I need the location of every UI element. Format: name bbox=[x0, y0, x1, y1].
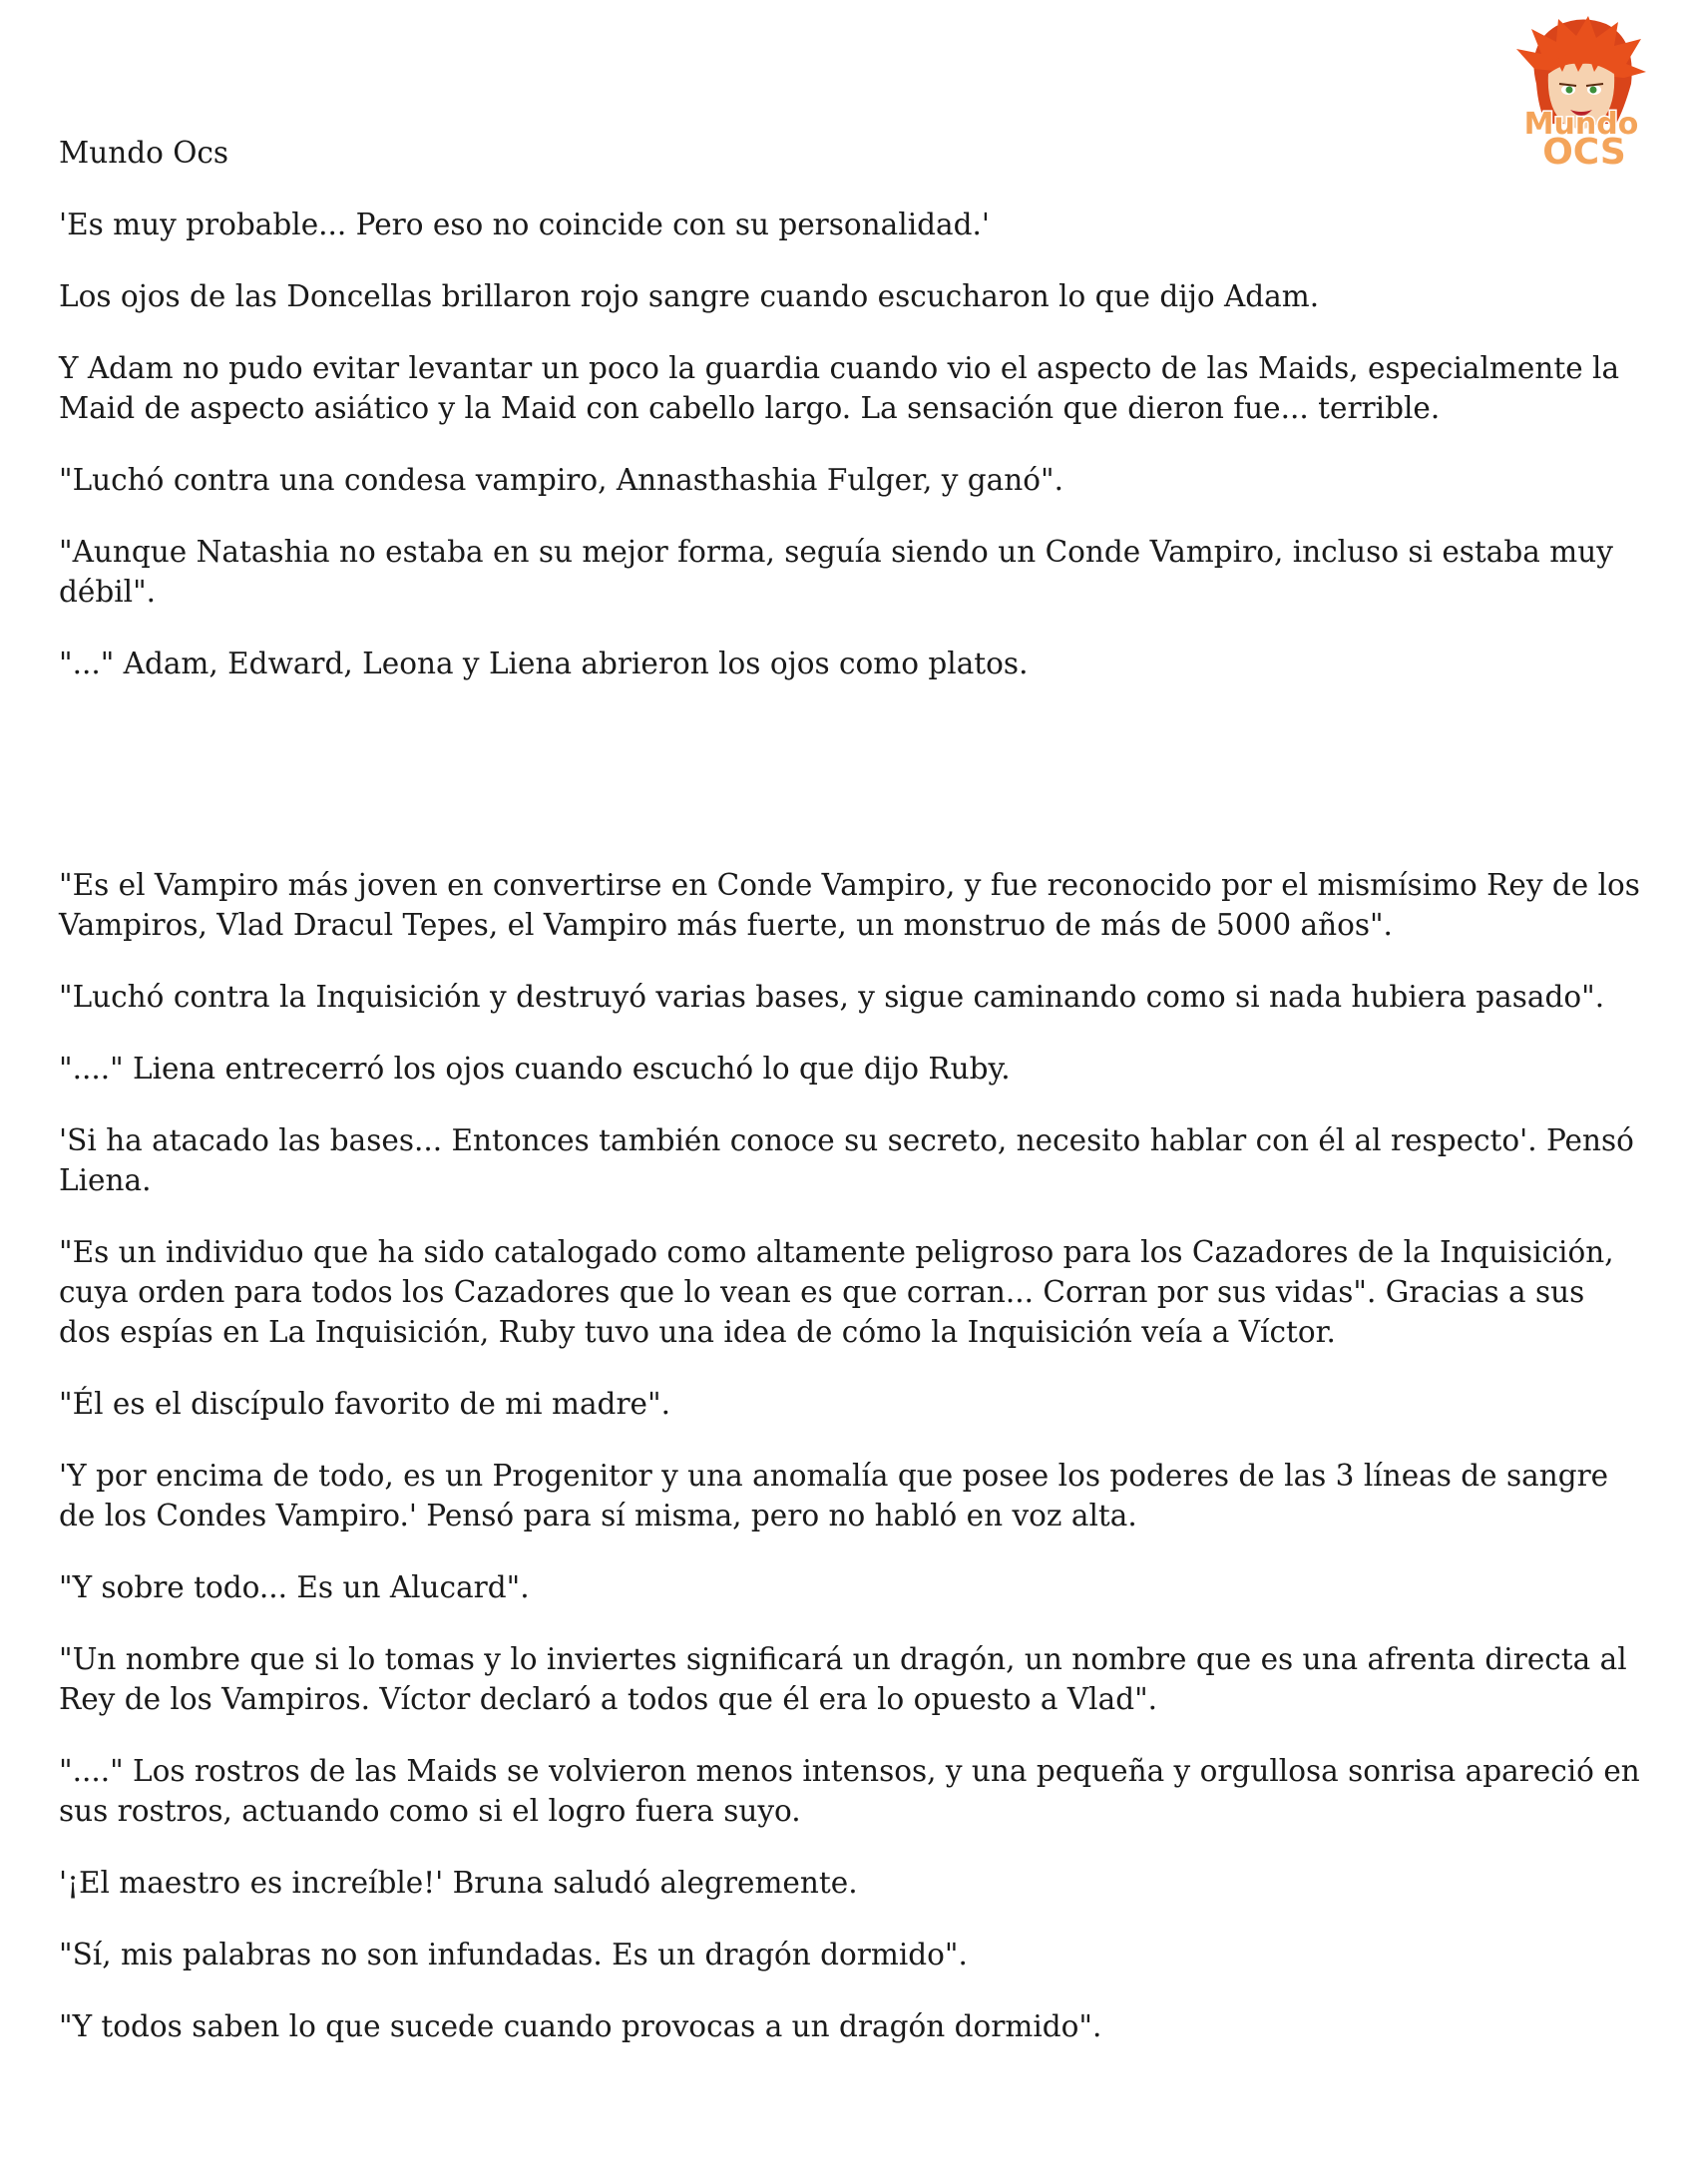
paragraph: "...." Liena entrecerró los ojos cuando escuchó lo que dijo Ruby. bbox=[59, 1052, 1011, 1086]
paragraph: "Un nombre que si lo tomas y lo inviertes significará un dragón, un nombre que es una afrenta directa al Rey de los Vampiros. Víctor declaró a todos que él era lo opuesto a Vlad". bbox=[59, 1642, 1627, 1716]
document-body bbox=[59, 133, 1645, 2078]
paragraph: "Sí, mis palabras no son infundadas. Es un dragón dormido". bbox=[59, 1938, 968, 1971]
paragraph: "...." Los rostros de las Maids se volvieron menos intensos, y una pequeña y orgullosa sonrisa apareció en sus rostros, actuando como si el logro fuera suyo. bbox=[59, 1754, 1640, 1828]
paragraph: "Luchó contra una condesa vampiro, Annasthashia Fulger, y ganó". bbox=[59, 463, 1063, 497]
paragraph: 'Y por encima de todo, es un Progenitor y una anomalía que posee los poderes de las 3 líneas de sangre de los Condes Vampiro.' Pensó para sí misma, pero no habló en voz alta. bbox=[59, 1459, 1609, 1532]
paragraph: Los ojos de las Doncellas brillaron rojo sangre cuando escucharon lo que dijo Adam. bbox=[59, 279, 1320, 313]
paragraph: 'Es muy probable... Pero eso no coincide con su personalidad.' bbox=[59, 208, 990, 241]
paragraph: Y Adam no pudo evitar levantar un poco la guardia cuando vio el aspecto de las Maids, especialmente la Maid de aspecto asiático y la Maid con cabello largo. La sensación que dieron fue... terrible. bbox=[59, 351, 1620, 425]
paragraph: "Él es el discípulo favorito de mi madre". bbox=[59, 1387, 670, 1421]
paragraph: "Aunque Natashia no estaba en su mejor forma, seguía siendo un Conde Vampiro, incluso si estaba muy débil". bbox=[59, 535, 1613, 609]
paragraph: "Es un individuo que ha sido catalogado como altamente peligroso para los Cazadores de la Inquisición, cuya orden para todos los Cazadores que lo vean es que corran... Corran por sus vidas". Gracias a sus dos espías en La Inquisición, Ruby tuvo una idea de cómo la Inquisición veía a Víctor. bbox=[59, 1235, 1614, 1349]
paragraph: 'Si ha atacado las bases... Entonces también conoce su secreto, necesito hablar con él al respecto'. Pensó Liena. bbox=[59, 1123, 1634, 1197]
paragraph: '¡El maestro es increíble!' Bruna saludó alegremente. bbox=[59, 1866, 858, 1900]
section-gap bbox=[59, 715, 1645, 865]
site-name: Mundo Ocs bbox=[59, 136, 229, 170]
svg-text:OCS: OCS bbox=[1542, 132, 1626, 173]
paragraph: "..." Adam, Edward, Leona y Liena abrieron los ojos como platos. bbox=[59, 647, 1029, 680]
paragraph: "Y todos saben lo que sucede cuando provocas a un dragón dormido". bbox=[59, 2009, 1102, 2043]
paragraph: "Y sobre todo... Es un Alucard". bbox=[59, 1570, 530, 1604]
paragraph: "Es el Vampiro más joven en convertirse en Conde Vampiro, y fue reconocido por el mismísimo Rey de los Vampiros, Vlad Dracul Tepes, el Vampiro más fuerte, un monstruo de más de 5000 años". bbox=[59, 868, 1640, 942]
svg-text:Mundo: Mundo bbox=[1523, 107, 1639, 142]
paragraph: "Luchó contra la Inquisición y destruyó varias bases, y sigue caminando como si nada hubiera pasado". bbox=[59, 980, 1605, 1014]
